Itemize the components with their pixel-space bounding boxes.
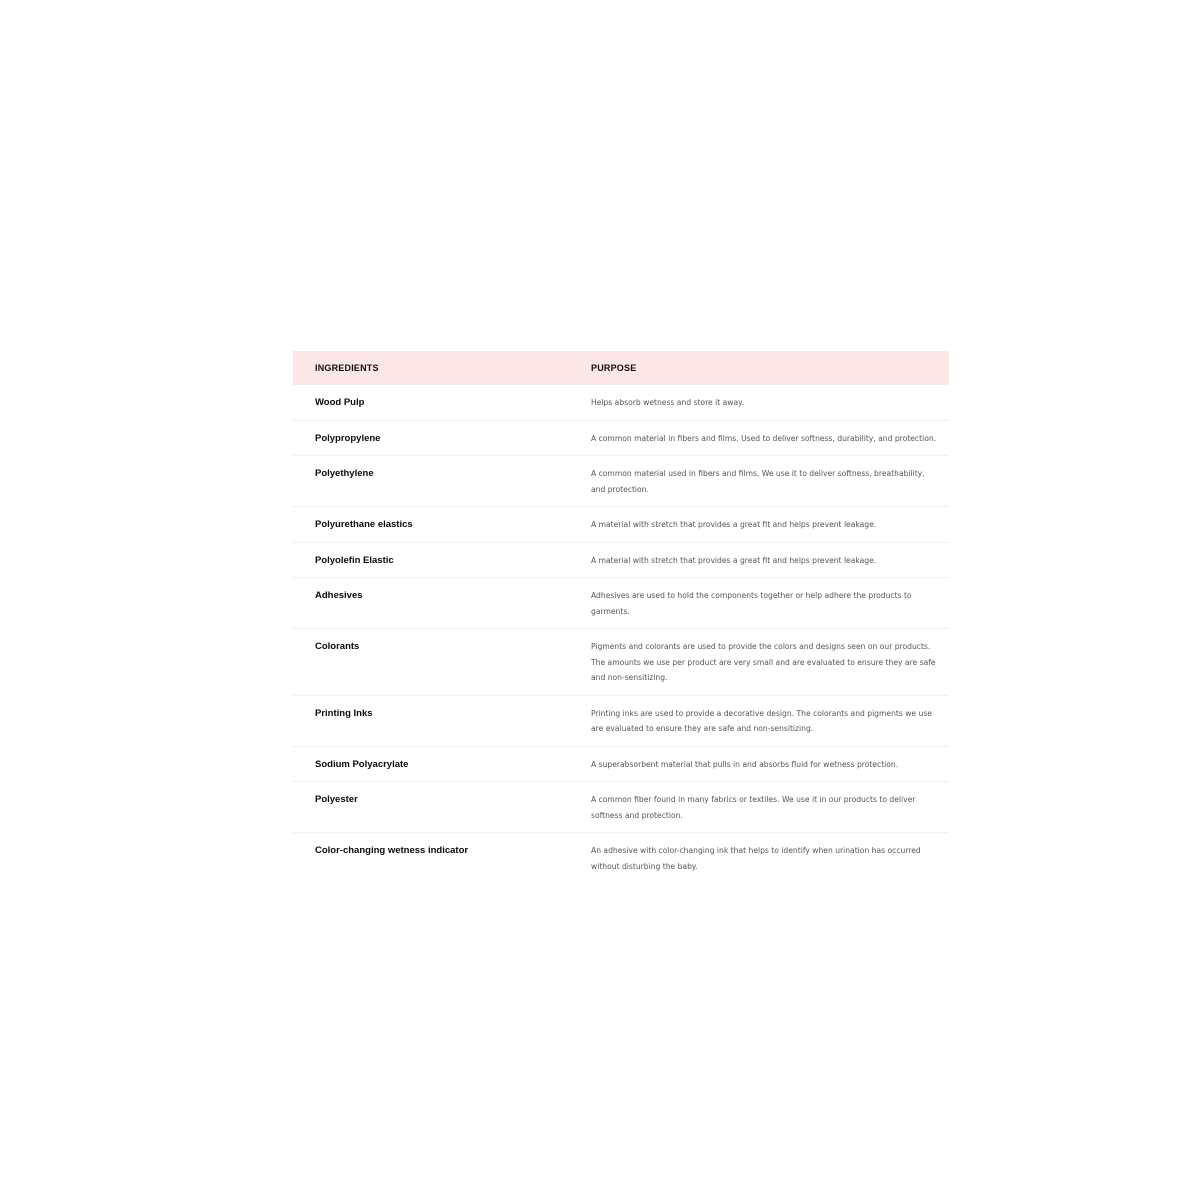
table-row [293,578,949,629]
ingredients-table [293,351,949,883]
ingredient-name: Polyethylene [293,456,569,507]
ingredient-purpose: An adhesive with color-changing ink that helps to identify when urination has occurred without disturbing the baby. [591,846,921,871]
table-row [293,695,949,746]
table-row [293,385,949,420]
table-header-row [293,351,949,385]
table-row [293,456,949,507]
ingredient-purpose: A common material in fibers and films. Used to deliver softness, durability, and protection. [569,420,949,456]
ingredient-name: Polyester [293,782,569,833]
ingredient-purpose: A common material used in fibers and films. We use it to deliver softness, breathability, and protection. [569,456,949,507]
table-row [293,507,949,543]
ingredient-purpose: A superabsorbent material that pulls in and absorbs fluid for wetness protection. [569,746,949,782]
table-row [293,420,949,456]
ingredient-name: Polyurethane elastics [293,507,569,543]
ingredient-name: Sodium Polyacrylate [293,746,569,782]
ingredient-name: Adhesives [293,578,569,629]
ingredient-name: Color-changing wetness indicator [315,845,469,856]
purpose-column-header: PURPOSE [591,363,637,373]
table-row [293,746,949,782]
ingredient-purpose: Pigments and colorants are used to provide the colors and designs seen on our products. The amounts we use per product are very small and are evaluated to ensure they are safe and non-sensitizing. [569,629,949,696]
ingredient-purpose: Adhesives are used to hold the components together or help adhere the products to garments. [569,578,949,629]
table-row [293,629,949,696]
ingredient-name: Polypropylene [293,420,569,456]
ingredient-purpose: A material with stretch that provides a great fit and helps prevent leakage. [569,507,949,543]
ingredient-purpose: A common fiber found in many fabrics or textiles. We use it in our products to deliver softness and protection. [569,782,949,833]
table-row [293,782,949,833]
ingredient-name: Printing Inks [293,695,569,746]
table-row [293,833,949,884]
ingredient-name: Wood Pulp [293,385,569,420]
ingredient-purpose: A material with stretch that provides a great fit and helps prevent leakage. [569,542,949,578]
ingredient-name: Colorants [293,629,569,696]
ingredient-purpose: Printing inks are used to provide a decorative design. The colorants and pigments we use are evaluated to ensure they are safe and non-sensitizing. [569,695,949,746]
table-row [293,542,949,578]
ingredients-column-header: INGREDIENTS [315,363,379,373]
ingredient-name: Polyolefin Elastic [293,542,569,578]
ingredient-purpose: Helps absorb wetness and store it away. [569,385,949,420]
